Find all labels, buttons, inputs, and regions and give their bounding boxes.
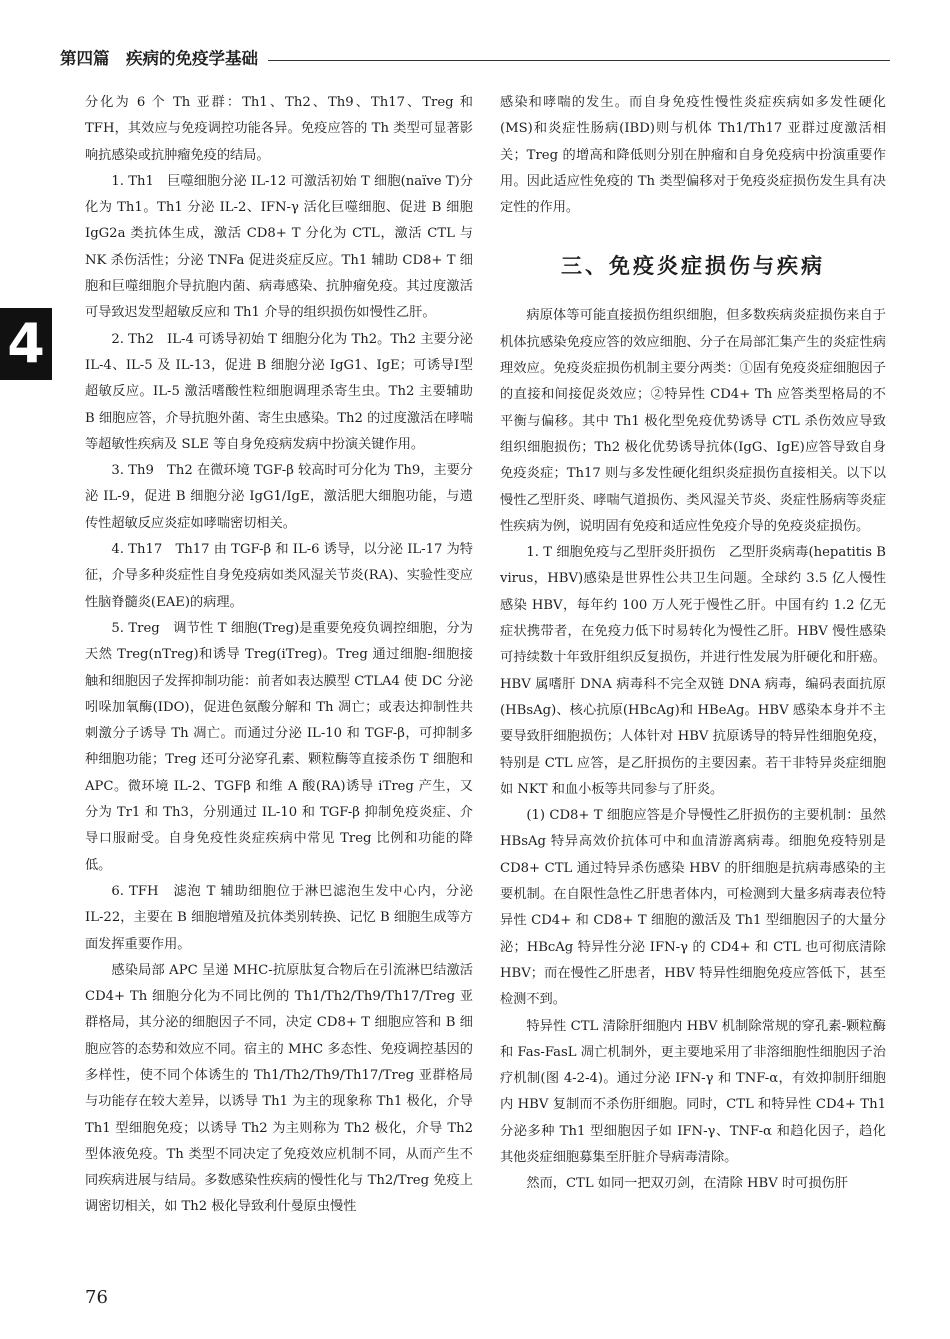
paragraph-tfh: 6. TFH 滤泡 T 辅助细胞位于淋巴滤泡生发中心内，分泌 IL-22，主要在 B 细胞增殖及抗体类别转换、记忆 B 细胞生成等方面发挥重要作用。 <box>85 883 473 952</box>
paragraph-th2: 2. Th2 IL-4 可诱导初始 T 细胞分化为 Th2。Th2 主要分泌 IL-4、IL-5 及 IL-13，促进 B 细胞分泌 IgG1、IgE；可诱导Ⅰ型超敏反应。IL-5 激活嗜酸性粒细胞调理杀寄生虫。Th2 主要辅助 B 细胞应答，介导抗胞外菌、寄生虫感染。Th2 的过度激活在哮喘等超敏性疾病及 SLE 等自身免疫病发病中扮演关键作用。 <box>85 331 473 452</box>
paragraph-hbv: 1. T 细胞免疫与乙型肝炎肝损伤 乙型肝炎病毒(hepatitis B virus，HBV)感染是世界性公共卫生问题。全球约 3.5 亿人慢性感染 HBV，每年约 100 万人死于慢性乙肝。中国有约 1.2 亿无症状携带者，在免疫力低下时易转化为慢性乙肝。HBV 慢性感染可持续数十年致肝组织反复损伤，并进行性发展为肝硬化和肝癌。HBV 属嗜肝 DNA 病毒科不完全双链 DNA 病毒，编码表面抗原(HBsAg)、核心抗原(HBcAg)和 HBeAg。HBV 感染本身并不主要导致肝细胞损伤；人体针对 HBV 抗原诱导的特异性细胞免疫，特别是 CTL 应答，是乙肝损伤的主要因素。若干非特异炎症细胞如 NKT 和血小板等共同参与了肝炎。 <box>500 545 886 797</box>
chapter-tab <box>0 308 52 380</box>
running-header <box>60 48 890 74</box>
paragraph: 分化为 6 个 Th 亚群：Th1、Th2、Th9、Th17、Treg 和 TFH，其效应与免疫调控功能各异。免疫应答的 Th 类型可显著影响抗感染或抗肿瘤免疫的结局。 <box>85 95 473 163</box>
chapter-tab-number: 4 <box>7 312 45 375</box>
paragraph: 特异性 CTL 清除肝细胞内 HBV 机制除常规的穿孔素-颗粒酶和 Fas-FasL 凋亡机制外，更主要地采用了非溶细胞性细胞因子治疗机制(图 4-2-4)。通过分泌 IFN-γ 和 TNF-α，有效抑制肝细胞内 HBV 复制而不杀伤肝细胞。同时，CTL 和特异性 CD4+ Th1 分泌多种 Th1 型细胞因子如 IFN-γ、TNF-α 和趋化因子，趋化其他炎症细胞募集至肝脏介导病毒清除。 <box>500 1018 886 1165</box>
paragraph: 然而，CTL 如同一把双刃剑，在清除 HBV 时可损伤肝 <box>526 1176 848 1192</box>
paragraph: 感染局部 APC 呈递 MHC-抗原肽复合物后在引流淋巴结激活 CD4+ Th 细胞分化为不同比例的 Th1/Th2/Th9/Th17/Treg 亚群格局，其分泌的细胞因子不同，决定 CD8+ T 细胞应答和 B 细胞应答的态势和效应不同。宿主的 MHC 多态性、免疫调控基因的多样性，使不同个体诱生的 Th1/Th2/Th9/Th17/Treg 亚群格局与功能存在较大差异，以诱导 Th1 为主的现象称 Th1 极化，介导 Th1 型细胞免疫；以诱导 Th2 为主则称为 Th2 极化，介导 Th2 型体液免疫。Th 类型不同决定了免疫效应机制不同，从而产生不同疾病进展与结局。多数感染性疾病的慢性化与 Th2/Treg 免疫上调密切相关，如 Th2 极化导致利什曼原虫慢性 <box>85 962 473 1215</box>
right-column <box>500 90 886 1198</box>
left-column <box>85 90 473 1221</box>
paragraph-th1: 1. Th1 巨噬细胞分泌 IL-12 可激活初始 T 细胞(naïve T)分化为 Th1。Th1 分泌 IL-2、IFN-γ 活化巨噬细胞、促进 B 细胞 IgG2a 类抗体生成，激活 CD8+ T 分化为 CTL，激活 CTL 与 NK 杀伤活性；分泌 TNFa 促进炎症反应。Th1 辅助 CD8+ T 细胞和巨噬细胞介导抗胞内菌、病毒感染、抗肿瘤免疫。其过度激活可导致迟发型超敏反应和 Th1 介导的组织损伤如慢性乙肝。 <box>85 173 473 321</box>
paragraph-th17: 4. Th17 Th17 由 TGF-β 和 IL-6 诱导，以分泌 IL-17 为特征，介导多种炎症性自身免疫病如类风湿关节炎(RA)、实验性变应性脑脊髓炎(EAE)的病理。 <box>85 542 473 610</box>
page-number: 76 <box>85 1287 108 1308</box>
paragraph-cd8: (1) CD8+ T 细胞应答是介导慢性乙肝损伤的主要机制：虽然 HBsAg 特异高效价抗体可中和血清游离病毒。细胞免疫特别是 CD8+ CTL 通过特异杀伤感染 HBV 的肝细胞是抗病毒感染的主要机制。在自限性急性乙肝患者体内，可检测到大量多病毒表位特异性 CD4+ 和 CD8+ T 细胞的激活及 Th1 型细胞因子的大量分泌；HBcAg 特异性分泌 IFN-γ 的 CD4+ 和 CTL 也可彻底清除 HBV；而在慢性乙肝患者，HBV 特异性细胞免疫应答低下，甚至检测不到。 <box>500 808 886 1008</box>
paragraph: 病原体等可能直接损伤组织细胞，但多数疾病炎症损伤来自于机体抗感染免疫应答的效应细胞、分子在局部汇集产生的炎症性病理效应。免疫炎症损伤机制主要分两类：①固有免疫炎症细胞因子的直接和间接促炎效应；②特异性 CD4+ Th 应答类型格局的不平衡与偏移。其中 Th1 极化型免疫优势诱导 CTL 杀伤效应导致组织细胞损伤；Th2 极化优势诱导抗体(IgG、IgE)应答导致自身免疫炎症；Th17 则与多发性硬化组织炎症损伤直接相关。以下以慢性乙型肝炎、哮喘气道损伤、类风湿关节炎、炎症性肠病等炎症性疾病为例，说明固有免疫和适应性免疫介导的免疫炎症损伤。 <box>500 308 886 534</box>
paragraph: 感染和哮喘的发生。而自身免疫性慢性炎症疾病如多发性硬化(MS)和炎症性肠病(IBD)则与机体 Th1/Th17 亚群过度激活相关；Treg 的增高和降低则分别在肿瘤和自身免疫病中扮演重要作用。因此适应性免疫的 Th 类型偏移对于免疫炎症损伤发生具有决定性的作用。 <box>500 95 886 216</box>
paragraph-th9: 3. Th9 Th2 在微环境 TGF-β 较高时可分化为 Th9，主要分泌 IL-9，促进 B 细胞分泌 IgG1/IgE，激活肥大细胞功能，与遗传性超敏反应炎症如哮喘密切相关。 <box>85 463 473 531</box>
paragraph-treg: 5. Treg 调节性 T 细胞(Treg)是重要免疫负调控细胞，分为天然 Treg(nTreg)和诱导 Treg(iTreg)。Treg 通过细胞-细胞接触和细胞因子发挥抑制功能：前者如表达膜型 CTLA4 使 DC 分泌吲哚加氧酶(IDO)，促进色氨酸分解和 Th 凋亡；或表达抑制性共刺激分子诱导 Th 凋亡。而通过分泌 IL-10 和 TGF-β，可抑制多种细胞功能；Treg 还可分泌穿孔素、颗粒酶等直接杀伤 T 细胞和 APC。微环境 IL-2、TGFβ 和维 A 酸(RA)诱导 iTreg 产生，又分为 Tr1 和 Th3，分别通过 IL-10 和 TGF-β 抑制免疫炎症、介导口服耐受。自身免疫性炎症疾病中常见 Treg 比例和功能的降低。 <box>85 620 473 873</box>
section-title: 三、免疫炎症损伤与疾病 <box>561 254 825 279</box>
header-title: 第四篇 疾病的免疫学基础 <box>60 48 268 70</box>
